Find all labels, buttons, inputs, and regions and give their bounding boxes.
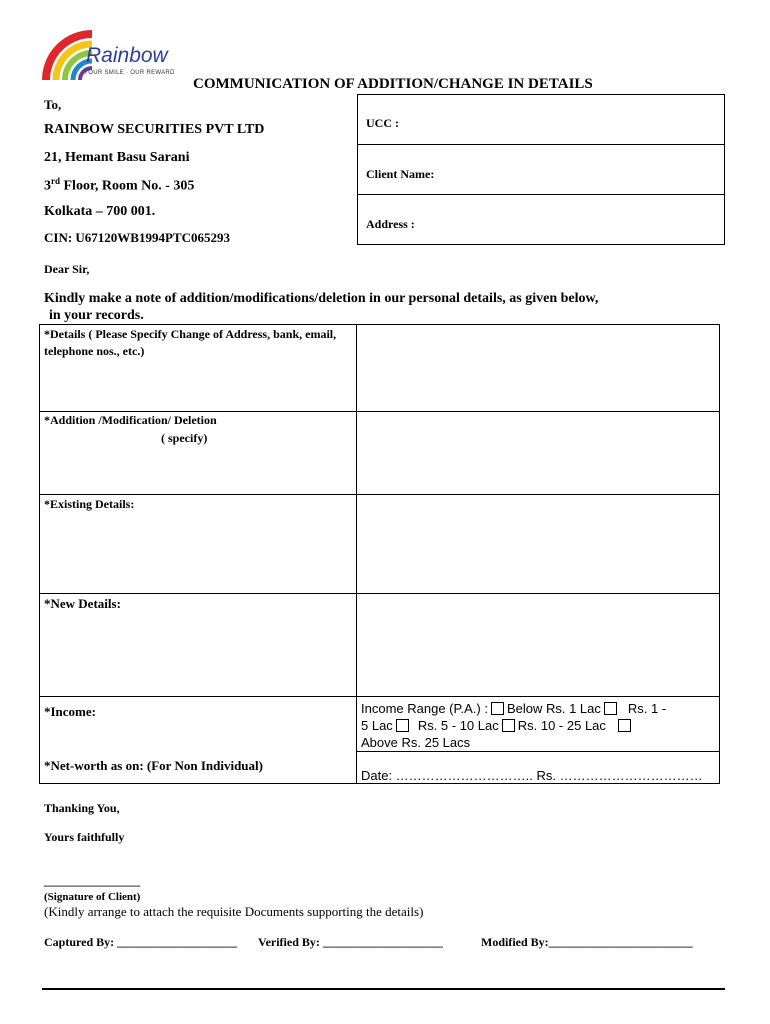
addition-value-cell[interactable] xyxy=(357,412,719,493)
signature-line[interactable]: ________________ xyxy=(44,874,140,888)
salutation: Dear Sir, xyxy=(44,262,90,276)
existing-row-label: *Existing Details: xyxy=(44,497,135,511)
street-address: 21, Hemant Basu Sarani xyxy=(44,150,190,165)
new-row-label: *New Details: xyxy=(44,596,121,611)
documents-note: (Kindly arrange to attach the requisite Documents supporting the details) xyxy=(44,904,424,919)
1-5-lac-checkbox[interactable] xyxy=(604,702,617,715)
below-1-lac-checkbox[interactable] xyxy=(491,702,504,715)
new-value-cell[interactable] xyxy=(357,594,719,695)
10-25-lac-label: Rs. 10 - 25 Lac xyxy=(517,718,606,733)
below-1-lac-label: Below Rs. 1 Lac xyxy=(506,701,601,716)
above-25-lac-checkbox[interactable] xyxy=(618,719,631,732)
floor-rest: Floor, Room No. - 305 xyxy=(60,178,195,194)
above-25-lac-label: Above Rs. 25 Lacs xyxy=(361,735,471,750)
bottom-rule xyxy=(42,988,725,990)
company-name: RAINBOW SECURITIES PVT LTD xyxy=(44,122,265,137)
to-label: To, xyxy=(44,97,62,112)
address-label: Address : xyxy=(366,217,415,231)
logo-tagline: YOUR SMILE · OUR REWARD xyxy=(84,70,175,76)
captured-by-field[interactable]: Captured By: ____________________ xyxy=(44,935,238,949)
income-row-label: *Income: xyxy=(44,704,96,719)
cin-number: CIN: U67120WB1994PTC065293 xyxy=(44,230,230,245)
thanking-text: Thanking You, xyxy=(44,801,120,815)
details-row-label: *Details ( Please Specify Change of Address, bank, email, telephone nos., etc.) xyxy=(44,327,337,358)
intro-line-2: in your records. xyxy=(49,308,144,323)
form-title: COMMUNICATION OF ADDITION/CHANGE IN DETAILS xyxy=(193,76,593,92)
intro-line-1: Kindly make a note of addition/modifications/deletion in our personal details, as given below, xyxy=(44,291,599,306)
income-range-line-1 xyxy=(361,701,666,716)
1-5-lac-label-b: 5 Lac xyxy=(361,718,393,733)
city-address: Kolkata – 700 001. xyxy=(44,204,156,219)
company-logo xyxy=(38,8,188,88)
1-5-lac-label-a: Rs. 1 - xyxy=(627,701,667,716)
client-name-label: Client Name: xyxy=(366,167,435,181)
addition-row-label: *Addition /Modification/ Deletion xyxy=(44,413,217,427)
modified-by-field[interactable]: Modified By:________________________ xyxy=(481,935,693,949)
5-10-lac-checkbox[interactable] xyxy=(396,719,409,732)
verified-by-field[interactable]: Verified By: ____________________ xyxy=(258,935,443,949)
networth-row-label: *Net-worth as on: (For Non Individual) xyxy=(44,758,263,773)
signature-label: (Signature of Client) xyxy=(44,891,141,903)
floor-number: 3 xyxy=(44,178,51,194)
yours-faithfully-text: Yours faithfully xyxy=(44,830,125,844)
details-value-cell[interactable] xyxy=(357,325,719,410)
floor-superscript: rd xyxy=(51,176,60,186)
ucc-label: UCC : xyxy=(366,116,399,130)
income-range-line-2 xyxy=(361,718,634,733)
income-range-label: Income Range (P.A.) : xyxy=(361,701,488,716)
date-networth-line[interactable]: Date: ………………………….. Rs. …………………………… xyxy=(361,768,703,783)
logo-brand-text: Rainbow xyxy=(86,44,168,67)
existing-value-cell[interactable] xyxy=(357,495,719,592)
addition-row-specify: ( specify) xyxy=(161,431,208,445)
5-10-lac-label: Rs. 5 - 10 Lac xyxy=(417,718,499,733)
floor-address xyxy=(44,176,194,195)
10-25-lac-checkbox[interactable] xyxy=(502,719,515,732)
